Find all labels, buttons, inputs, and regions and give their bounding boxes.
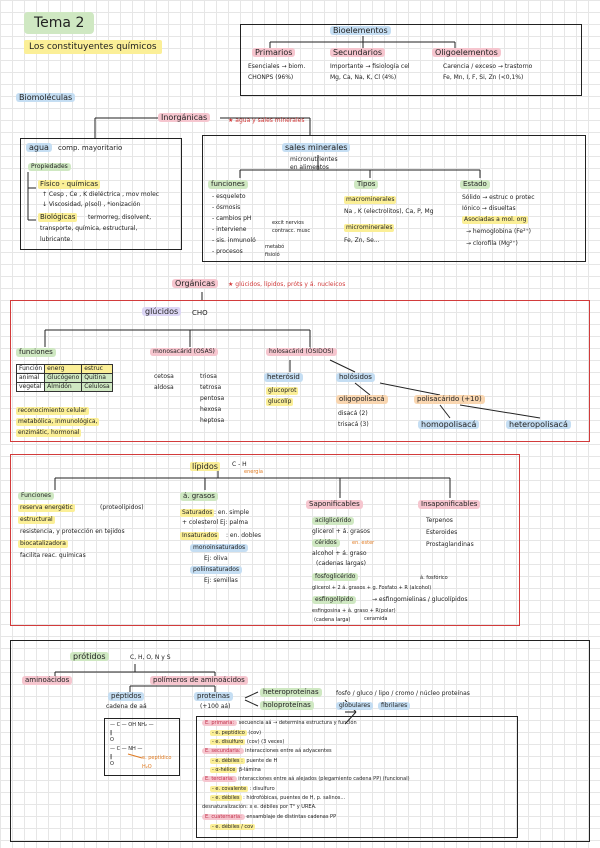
saturados-label: Saturados [182, 509, 213, 516]
bioelementos-header: Bioelementos [330, 26, 391, 35]
estructura-term: - e. débiles [212, 795, 240, 801]
table-cell: Almidón [45, 383, 82, 392]
enlace-peptidico: e. peptídico [142, 755, 172, 761]
estado-clorofila: → clorofila (Mg²⁺) [466, 240, 518, 247]
monosacarido-size: pentosa [200, 395, 225, 402]
insaponificable-item: Prostaglandinas [426, 541, 474, 548]
glucoprot-label: glucoprot [268, 387, 297, 394]
estado-ionico: Iónico → disueltas [462, 205, 516, 212]
secundarios-line2: Mg, Ca, Na, K, Cl (4%) [330, 74, 397, 81]
sales-funcion-item: - ósmosis [212, 204, 241, 211]
estructura-term: - e. débiles : [212, 758, 243, 764]
esfingolipido-desc2: esfingosina + á. graso + R(polar) [312, 608, 396, 614]
macrominerales-examples: Na , K (electrolitos), Ca, P, Mg [344, 208, 434, 215]
estructura-term: - e. covalente [212, 786, 247, 792]
oligopolisaca-label: oligopolisacá [336, 395, 388, 404]
homopolisaca-label: homopolisacá [418, 420, 479, 429]
estructura-desc: : hidrofóbicas, puentes de H, p. salinos... [241, 795, 346, 801]
monosacarido-size: hexosa [200, 406, 222, 413]
acilglicerido-label: acilglicérido [312, 517, 354, 525]
sales-funcion-item: - sis. inmunoló [212, 237, 256, 244]
estructura-term: - α-hélice [212, 767, 236, 773]
primarios-line1: Esenciales → biom. [248, 63, 306, 70]
monosacarido-type: cetosa [154, 373, 174, 380]
monosacarido-label: monosacárid (OSAS) [150, 348, 218, 356]
tipos-label: Tipos [354, 180, 378, 189]
estructura-row [202, 814, 336, 821]
biologicas-line3: lubricante. [40, 236, 73, 243]
formula-line: O [110, 737, 114, 743]
estructura-desc: β-lámina [237, 767, 261, 773]
grasos-label: á. grasos [180, 492, 218, 501]
table-cell: animal [17, 374, 45, 383]
table-cell: Celulosa [82, 383, 113, 392]
propiedades-label: Propiedades [28, 163, 71, 171]
fibrilares-label: fibrilares [378, 702, 410, 710]
cerido-desc1: alcohol + á. graso [312, 550, 367, 557]
estructura-desc: secuencia aá → determina estructura y función [237, 720, 357, 726]
cerido-label: céridos [312, 539, 340, 547]
inorganicas-label: Inorgánicas [158, 113, 210, 122]
sales-funcion-item: - cambios pH [212, 215, 252, 222]
inorganicas-note: ★ agua y sales minerales [228, 117, 305, 124]
holosacarido-label: holosacárid (ÓSIDOS) [266, 348, 337, 356]
table-cell: Quitina [82, 374, 113, 383]
insaturados-desc: : en. dobles [226, 532, 262, 539]
lipidos-resistencia: resistencia, y protección en tejidos [20, 528, 125, 535]
formula-line: — C — OH NH₂ — [110, 722, 154, 728]
lipidos-proteolipidos: (proteolípidos) [100, 504, 144, 511]
aminoacidos-label: aminoácidos [22, 676, 72, 685]
funciones-table [16, 364, 113, 392]
estructura-desc: x e. débiles por T° y UREA. [247, 804, 317, 810]
monosacarido-size: tetrosa [200, 384, 222, 391]
lipidos-estructural: estructural [20, 516, 53, 523]
estructura-desc: interacciones entre aá adyacentes [243, 748, 332, 754]
proteinas-desc: (+100 aá) [200, 703, 231, 710]
glucidos-funcion-line2: metabólica, inmunológica, [18, 418, 98, 425]
insaponificable-item: Terpenos [426, 517, 453, 524]
estructura-term: - e. disulfuro [212, 739, 244, 745]
monoinsaturados-label: monoinsaturados [190, 544, 248, 552]
formula-line: — C — NH — [110, 746, 143, 752]
monosacarido-size: triosa [200, 373, 217, 380]
lipidos-formula: C - H [232, 461, 247, 468]
oligoelementos-line2: Fe, Mn, I, F, Si, Zn (<0,1%) [443, 74, 524, 81]
glucidos-label: glúcidos [142, 307, 181, 316]
saturados-desc: : en. simple [214, 509, 250, 516]
monoinsaturados-example: Ej: oliva [204, 555, 228, 562]
sales-funcion-item: - interviene [212, 226, 247, 233]
poliinsaturados-example: Ej: semillas [204, 577, 238, 584]
agua-label: agua [26, 143, 52, 152]
peptidos-label: péptidos [108, 692, 144, 701]
saponificables-label: Saponificables [306, 500, 363, 509]
ceramida-label: ceramida [364, 616, 388, 622]
formula-line: O [110, 761, 114, 767]
peptidos-desc: cadena de aá [106, 703, 147, 710]
glucidos-formula: CHO [192, 309, 208, 317]
biologicas-line2: transporte, química, estructural, [40, 225, 138, 232]
poliinsaturados-label: poliinsaturados [190, 566, 242, 574]
organicas-label: Orgánicas [172, 279, 218, 288]
primarios-line2: CHONPS (96%) [248, 74, 294, 81]
heteropolisaca-label: heteropolisacá [506, 420, 571, 429]
estructura-row [202, 804, 317, 811]
estructura-row [210, 767, 261, 774]
organicas-note: ★ glúcidos, lípidos, próts y á. nucleicos [228, 281, 346, 288]
polimeros-label: polímeros de aminoácidos [150, 676, 248, 685]
secundarios-line1: Importante → fisiología cel [330, 63, 410, 70]
macrominerales-label: macrominerales [346, 196, 395, 203]
cerido-note: en. ester [352, 540, 375, 546]
saturados-desc2: + colesterol Ej: palma [182, 519, 249, 526]
estructura-row [210, 739, 284, 746]
fosfoglicerido-desc: glicerol + 2 á. grasos + g. Fosfato + R (alcohol) [312, 585, 432, 591]
protidos-label: prótidos [70, 652, 109, 661]
bioelementos-box [240, 24, 582, 96]
globulares-label: globulares [336, 702, 373, 710]
fisico-line1: ↑ Cesp , Ce , K dieléctrica , mov molec [42, 191, 160, 198]
estructura-row [210, 795, 345, 802]
estructura-row [202, 720, 357, 727]
glucolip-label: glucolíp [268, 398, 292, 405]
table-cell: Glucógeno [45, 374, 82, 383]
estructura-term: - e. peptídico [212, 730, 245, 736]
lipidos-label: lípidos [192, 462, 218, 471]
esfingolipido-desc3: (cadena larga) [314, 617, 351, 623]
table-cell: estruc [82, 365, 113, 374]
sales-desc1: micronutrientes [290, 156, 338, 163]
insaturados-label: Insaturados [182, 532, 218, 539]
sales-desc2: en alimentos [290, 164, 329, 171]
table-cell: vegetal [17, 383, 45, 392]
estado-hemoglobina: → hemoglobina (Fe²⁺) [466, 228, 532, 235]
lipidos-energia: energía [244, 469, 263, 475]
estado-solido: Sólido → estruc o protec [462, 194, 535, 201]
estructura-desc: : disulfuro [248, 786, 275, 792]
sales-fisio: fisioló [265, 252, 280, 258]
trisaca-label: trisacá (3) [338, 421, 369, 428]
estructura-term: - e. débiles / cov [212, 824, 254, 830]
glucidos-funcion-line3: enzimátic, hormonal [18, 429, 80, 436]
estructura-term: E. terciaria: [202, 776, 237, 782]
fosfoglicerido-note: á. fosfórico [420, 575, 448, 581]
estructura-row [210, 758, 277, 765]
h2o-label: H₂O [142, 764, 152, 770]
glucidos-funcion-line1: reconocimiento celular [18, 407, 87, 414]
protidos-formula: C, H, O, N y S [130, 654, 171, 661]
formula-line: ‖ [110, 730, 113, 736]
estructura-desc: (cov) (3 veces) [245, 739, 285, 745]
estructura-desc: ensamblaje de distintas cadenas PP [244, 814, 337, 820]
holoproteinas-label: holoproteínas [260, 701, 314, 710]
esfingolipido-label: esfingolípido [312, 596, 356, 604]
disaca-label: disacá (2) [338, 410, 368, 417]
primarios-label: Primarios [252, 48, 295, 57]
fisico-line2: ↓ Viscosidad, ρ(sol) , *ionización [42, 201, 141, 208]
table-cell: Función [17, 365, 45, 374]
insaponificables-label: Insaponificables [418, 500, 480, 509]
estructura-row [210, 786, 275, 793]
polisacarido-label: polisacárido (+10) [414, 395, 485, 404]
estructura-desc: puente de H [244, 758, 278, 764]
estructura-term: E. secundaria: [202, 748, 244, 754]
microminerales-examples: Fe, Zn, Se... [344, 237, 380, 244]
insaponificable-item: Esteroides [426, 529, 458, 536]
page-subtitle: Los constituyentes químicos [24, 40, 162, 54]
estructura-term: E. cuaternaria: [202, 814, 245, 820]
heteroproteinas-label: heteroproteínas [260, 688, 322, 697]
heterosid-label: heterósid [264, 373, 303, 382]
sales-funcion-item: - esqueleto [212, 193, 246, 200]
glucidos-funciones-label: funciones [16, 348, 56, 357]
sales-metab: metabó [265, 244, 285, 250]
monosacarido-size: heptosa [200, 417, 225, 424]
sales-funcion-item: - procesos [212, 248, 243, 255]
secundarios-label: Secundarios [330, 48, 385, 57]
acilglicerido-desc: glicerol + á. grasos [312, 528, 371, 535]
biologicas-label: Biológicas [40, 213, 76, 221]
esfingolipido-desc: → esfingomielinas / glucolípidos [372, 596, 468, 603]
estado-asociadas: Asociadas a mol. org [464, 216, 527, 223]
sales-contrac: contracc. musc [272, 228, 311, 234]
sales-funciones-label: funciones [208, 180, 248, 189]
lipidos-biocatalizadora: biocatalizadora [20, 540, 66, 547]
oligoelementos-line1: Carencia / exceso → trastorno [443, 63, 533, 70]
table-cell: energ [45, 365, 82, 374]
estructura-row [210, 824, 255, 831]
estructura-term: E. primaria: [202, 720, 237, 726]
estructura-desc: interacciones entre aá alejados (plegamiento cadena PP) (funcional) [236, 776, 410, 782]
biologicas-line1: termorreg, disolvent, [88, 214, 152, 221]
formula-line: ‖ [110, 754, 113, 760]
estructura-desc: (cov) [246, 730, 262, 736]
fosfoglicerido-label: fosfoglicérido [312, 573, 358, 581]
fisico-quimicas-label: Físico - químicas [40, 180, 99, 188]
cerido-desc2: (cadenas largas) [316, 560, 366, 567]
estructura-row [202, 776, 410, 783]
sales-excit: excit nervios [272, 220, 304, 226]
holosidos-label: holósidos [336, 373, 375, 382]
monosacarido-type: aldosa [154, 384, 174, 391]
lipidos-facilita: facilita reac. químicas [20, 552, 86, 559]
oligoelementos-label: Oligoelementos [432, 48, 501, 57]
estado-label: Estado [460, 180, 490, 189]
lipidos-funciones-label: Funciones [18, 492, 54, 500]
proteinas-label: proteínas [194, 692, 233, 701]
estructura-term: desnaturalización: [202, 804, 248, 810]
estructura-row [202, 748, 332, 755]
agua-desc: comp. mayoritario [58, 144, 123, 152]
microminerales-label: microminerales [346, 224, 393, 231]
heteroproteinas-desc: fosfo / gluco / lipo / cromo / núcleo proteínas [336, 690, 470, 697]
biomoleculas-label: Biomoléculas [16, 93, 75, 102]
page-title: Tema 2 [24, 12, 94, 34]
sales-label: sales minerales [282, 143, 350, 152]
estructura-row [210, 730, 261, 737]
lipidos-reserva: reserva energétic [20, 504, 73, 511]
